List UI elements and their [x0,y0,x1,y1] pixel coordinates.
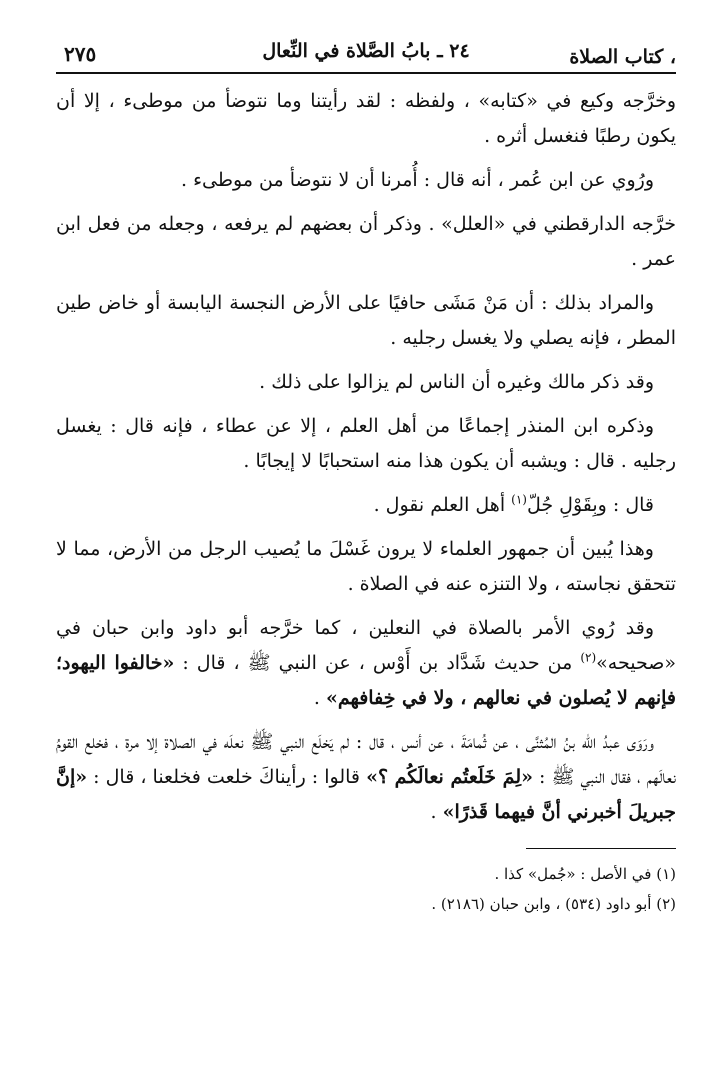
book-page [56,32,676,1042]
hadith-jibril: «إنَّ جبريلَ أخبرني أنَّ فيهما قَذرًا» [56,766,676,823]
anas-text-after: . [430,801,443,823]
paragraph-abu-dawud [56,611,676,716]
footnote-2: (٢) أبو داود (٥٣٤) ، وابن حبان (٢١٨٦) . [431,895,676,913]
jul-text-after: أهل العلم نقول . [373,494,512,516]
paragraph-daraqutni: خرَّجه الدارقطني في «العلل» . وذكر أن بعضهم لم يرفعه ، وجعله من فعل ابن عمر . [56,213,676,270]
abudawud-text-before: وقد رُوي الأمر بالصلاة في النعلين ، كما خرَّجه أبو داود وابن حبان في «صحيحه» [56,617,676,674]
footnote-1: (١) في الأصل : «جُمل» كذا . [494,865,676,883]
anas-text-middle: قالوا : رأيناكَ خلعت فخلعنا ، قال : [87,766,367,788]
paragraph-ibn-umar: ورُوي عن ابن عُمر ، أنه قال : أُمرنا أن لا نتوضأ من موطىء . [181,169,654,191]
abudawud-text-middle: من حديث شَدَّاد بن أَوْس ، عن النبي ﷺ ، قال : [174,652,581,674]
footnotes [56,859,676,919]
page-header [56,32,676,74]
paragraph-ibn-mundhir: وذكره ابن المنذر إجماعًا من أهل العلم ، إلا عن عطاء ، فإنه قال : يغسل رجليه . قال : ويشبه أن يكون هذا منه استحبابًا لا إيجابًا . [56,415,676,472]
paragraph-waki: وخرَّجه وكيع في «كتابه» ، ولفظه : لقد رأيتنا وما نتوضأ من موطىء ، إلا أن يكون رطبًا فنغسل أثره . [56,90,676,147]
paragraph-jul [56,488,676,523]
anas-text-before: ورَوَى عبدُ الله بنُ المُثنَّى ، عن ثُمامَةَ ، عن أنس ، قال : لم يَخلَع النبي ﷺ نعلَه في الصلاة إلا مرة ، فخلع القومُ نعالَهم ، فقال النبي ﷺ : [56,731,676,788]
footnote-divider [526,848,676,849]
jul-text-before: قال : وبِقَوْلِ جُلّ [526,494,654,516]
footnote-ref-1: (١) [511,492,527,507]
chapter-title: ٢٤ ـ بابُ الصَّلاة في النِّعال [262,40,470,62]
hadith-lima-khalatum: «لِمَ خَلَعتُم نعالَكُم ؟» [366,766,533,788]
abudawud-text-after: . [313,687,326,709]
paragraph-malik: وقد ذكر مالك وغيره أن الناس لم يزالوا على ذلك . [259,371,654,393]
book-title: ، كتاب الصلاة [569,46,676,68]
paragraph-jumhur: وهذا يُبين أن جمهور العلماء لا يرون غَسْلَ ما يُصيب الرجل من الأرض، مما لا تتحقق نجاسته ، ولا التنزه عنه في الصلاة . [56,538,676,595]
paragraph-anas [56,725,676,830]
page-body [56,84,676,830]
footnote-ref-2: (٢) [580,650,597,665]
hadith-khalifu: «خالفوا اليهود؛ فإنهم لا يُصلون في نعالهم ، ولا في خِفافهم» [56,652,676,709]
paragraph-meaning: والمراد بذلك : أن مَنْ مَشَى حافيًا على الأرض النجسة اليابسة أو خاض طين المطر ، فإنه يصلي ولا يغسل رجليه . [56,292,676,349]
page-number: ٢٧٥ [64,42,97,66]
